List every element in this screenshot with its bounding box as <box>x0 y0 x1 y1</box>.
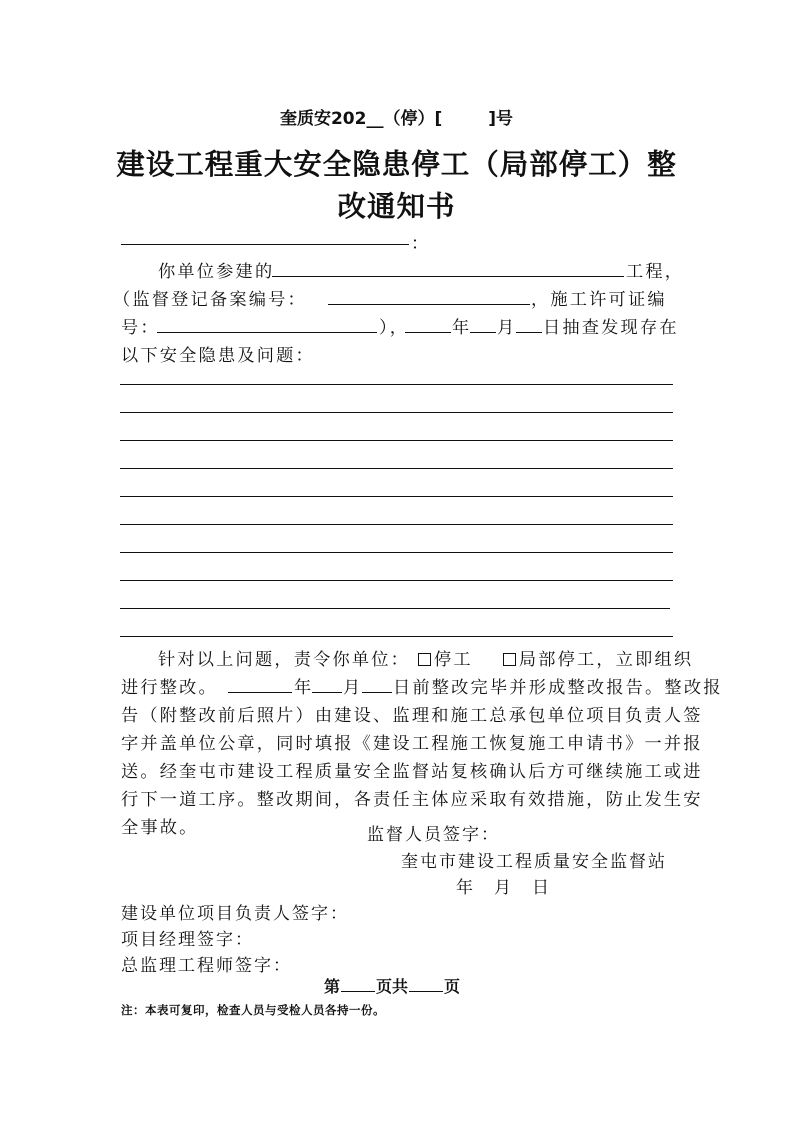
hazard-line[interactable] <box>120 440 673 441</box>
project-manager-signature-label: 项目经理签字： <box>121 930 254 950</box>
signature-date: 年 月 日 <box>456 878 551 898</box>
inspection-day-blank <box>516 332 542 333</box>
order-line-7: 全事故。 <box>121 818 199 838</box>
stop-work-label: 停工 <box>434 650 473 670</box>
doc-number-prefix: 奎质安202 <box>279 109 367 129</box>
partial-stop-label: 局部停工，立即组织 <box>518 650 694 670</box>
document-number <box>0 104 793 129</box>
inspection-month-blank <box>470 332 496 333</box>
order-line-5: 送。经奎屯市建设工程质量安全监督站复核确认后方可继续施工或进 <box>121 762 703 782</box>
order-line-3: 告（附整改前后照片）由建设、监理和施工总承包单位项目负责人签 <box>121 706 703 726</box>
order-line-1 <box>158 645 693 670</box>
intro-line-3-year: 年 <box>452 318 472 338</box>
order-line-6: 行下一道工序。整改期间，各责任主体应采取有效措施，防止发生安 <box>121 790 703 810</box>
intro-line-1-start: 你单位参建的 <box>158 262 275 282</box>
intro-line-3-month: 月 <box>497 318 517 338</box>
addressee-blank <box>121 244 409 245</box>
intro-line-3-paren: ）， <box>379 318 410 338</box>
total-pages-blank <box>409 975 443 992</box>
page-number-blank <box>341 975 375 992</box>
intro-line-2-end: ，施工许可证编 <box>531 290 667 310</box>
doc-number-middle: （停）[ <box>383 109 443 129</box>
registration-number-blank <box>328 304 530 305</box>
hazard-line[interactable] <box>120 608 670 609</box>
deadline-month-blank <box>312 692 342 693</box>
addressee-colon: ： <box>411 234 431 254</box>
hazard-line[interactable] <box>120 412 673 413</box>
inspector-signature-label: 监督人员签字： <box>367 825 500 845</box>
hazard-line[interactable] <box>120 636 673 637</box>
order-line-1-start: 针对以上问题，责令你单位： <box>158 650 411 670</box>
hazard-line[interactable] <box>120 468 673 469</box>
order-line-2-start: 进行整改。 <box>121 678 218 698</box>
intro-line-3-start: 号： <box>121 318 160 338</box>
doc-number-year-blank: __ <box>366 109 384 129</box>
stop-work-checkbox[interactable] <box>418 653 431 666</box>
hazard-line[interactable] <box>120 580 673 581</box>
page-count <box>324 974 460 997</box>
page-count-of-label: 页共 <box>376 977 409 996</box>
title-line-2: 改通知书 <box>337 190 456 223</box>
title-line-1: 建设工程重大安全隐患停工（局部停工）整 <box>116 148 677 181</box>
supervision-station-name: 奎屯市建设工程质量安全监督站 <box>401 852 667 872</box>
order-line-2-month: 月 <box>343 678 363 698</box>
deadline-year-blank <box>228 692 292 693</box>
owner-manager-signature-label: 建设单位项目负责人签字： <box>121 904 349 924</box>
hazard-line[interactable] <box>120 384 673 385</box>
order-line-2-end: 日前整改完毕并形成整改报告。整改报 <box>393 678 723 698</box>
intro-line-3-end: 日抽查发现存在 <box>543 318 679 338</box>
partial-stop-checkbox[interactable] <box>503 653 516 666</box>
intro-line-1-end: 工程， <box>626 262 685 282</box>
page-count-page-label: 第 <box>324 977 341 996</box>
hazard-line[interactable] <box>120 524 673 525</box>
hazard-line[interactable] <box>120 496 673 497</box>
footnote: 注：本表可复印，检查人员与受检人员各持一份。 <box>121 1003 385 1017</box>
project-name-blank <box>272 276 624 277</box>
chief-supervisor-signature-label: 总监理工程师签字： <box>121 956 292 976</box>
hazard-line[interactable] <box>120 552 673 553</box>
intro-line-2-start: （监督登记备案编号： <box>113 290 307 310</box>
doc-number-suffix: ]号 <box>488 109 514 129</box>
deadline-day-blank <box>362 692 392 693</box>
page-count-pages-label: 页 <box>444 977 461 996</box>
order-line-4: 字并盖单位公章，同时填报《建设工程施工恢复施工申请书》一并报 <box>121 734 703 754</box>
inspection-year-blank <box>405 332 451 333</box>
intro-line-4: 以下安全隐患及问题： <box>121 346 315 366</box>
permit-number-blank <box>157 332 377 333</box>
order-line-2-year: 年 <box>294 678 314 698</box>
